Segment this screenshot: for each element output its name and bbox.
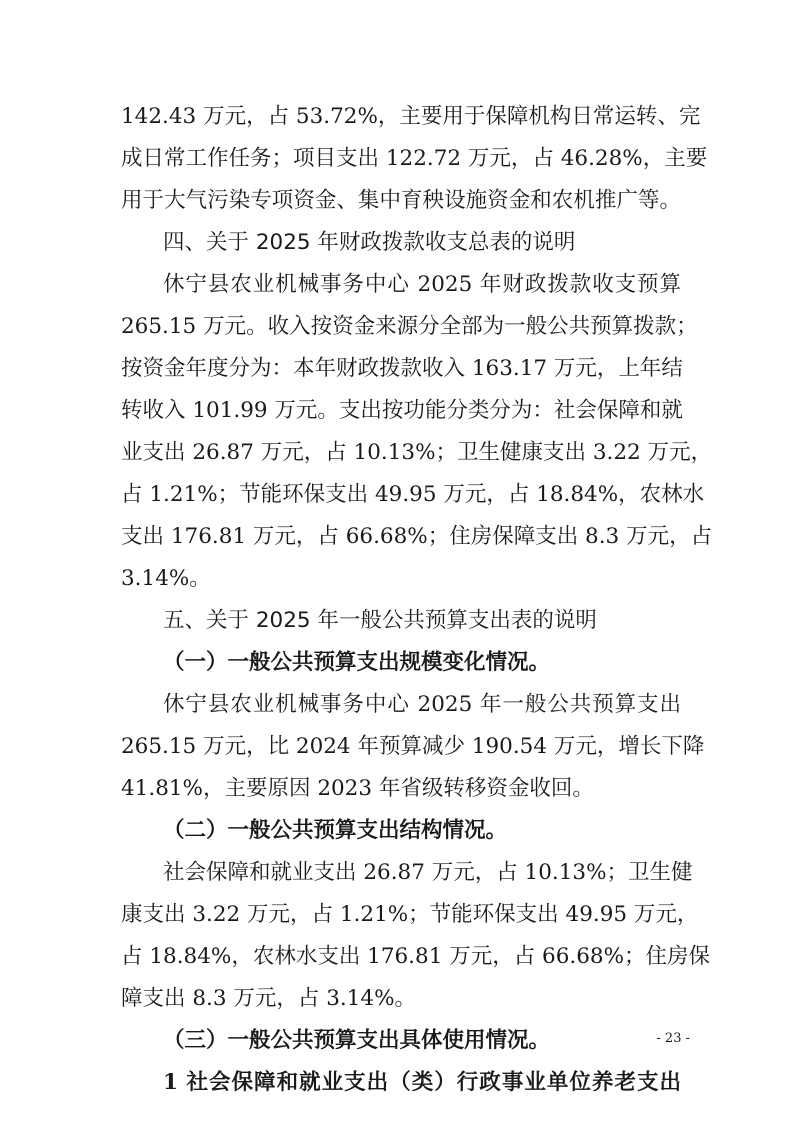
body-text-line: 业支出 26.87 万元，占 10.13%；卫生健康支出 3.22 万元， [121, 440, 713, 465]
body-text-line: 按资金年度分为：本年财政拨款收入 163.17 万元，上年结 [121, 356, 683, 381]
subsection-heading-one: （一）一般公共预算支出规模变化情况。 [163, 650, 551, 675]
body-text-line: 休宁县农业机械事务中心 2025 年财政拨款收支预算 [163, 272, 681, 297]
body-text-line: 265.15 万元。收入按资金来源分全部为一般公共预算拨款； [121, 314, 698, 339]
body-text-line: 障支出 8.3 万元，占 3.14%。 [121, 986, 416, 1011]
body-text-line: 转收入 101.99 万元。支出按功能分类分为：社会保障和就 [121, 398, 683, 423]
page-number: - 23 - [656, 1031, 690, 1046]
body-text-line: 占 18.84%，农林水支出 176.81 万元，占 66.68%；住房保 [121, 944, 711, 969]
subsection-heading-two: （二）一般公共预算支出结构情况。 [163, 818, 508, 843]
body-text-line: 占 1.21%；节能环保支出 49.95 万元，占 18.84%，农林水 [121, 482, 705, 507]
body-text-line: 142.43 万元，占 53.72%，主要用于保障机构日常运转、完 [121, 104, 701, 129]
body-text-line: 265.15 万元，比 2024 年预算减少 190.54 万元，增长下降 [121, 734, 705, 759]
body-text-line: 成日常工作任务；项目支出 122.72 万元，占 46.28%，主要 [121, 146, 708, 171]
section-heading-four: 四、关于 2025 年财政拨款收支总表的说明 [163, 230, 576, 255]
body-text-line: 康支出 3.22 万元，占 1.21%；节能环保支出 49.95 万元， [121, 902, 699, 927]
body-text-line: 用于大气污染专项资金、集中育秧设施资金和农机推广等。 [121, 188, 681, 213]
section-heading-five: 五、关于 2025 年一般公共预算支出表的说明 [163, 608, 597, 633]
body-text-line: 休宁县农业机械事务中心 2025 年一般公共预算支出 [163, 692, 681, 717]
item-heading-one: 1 社会保障和就业支出（类）行政事业单位养老支出 [163, 1070, 681, 1095]
body-text-line: 41.81%，主要原因 2023 年省级转移资金收回。 [121, 776, 594, 801]
body-text-line: 3.14%。 [121, 566, 211, 591]
subsection-heading-three: （三）一般公共预算支出具体使用情况。 [163, 1028, 551, 1053]
body-text-line: 支出 176.81 万元，占 66.68%；住房保障支出 8.3 万元，占 [121, 524, 713, 549]
body-text-line: 社会保障和就业支出 26.87 万元，占 10.13%；卫生健 [163, 860, 693, 885]
